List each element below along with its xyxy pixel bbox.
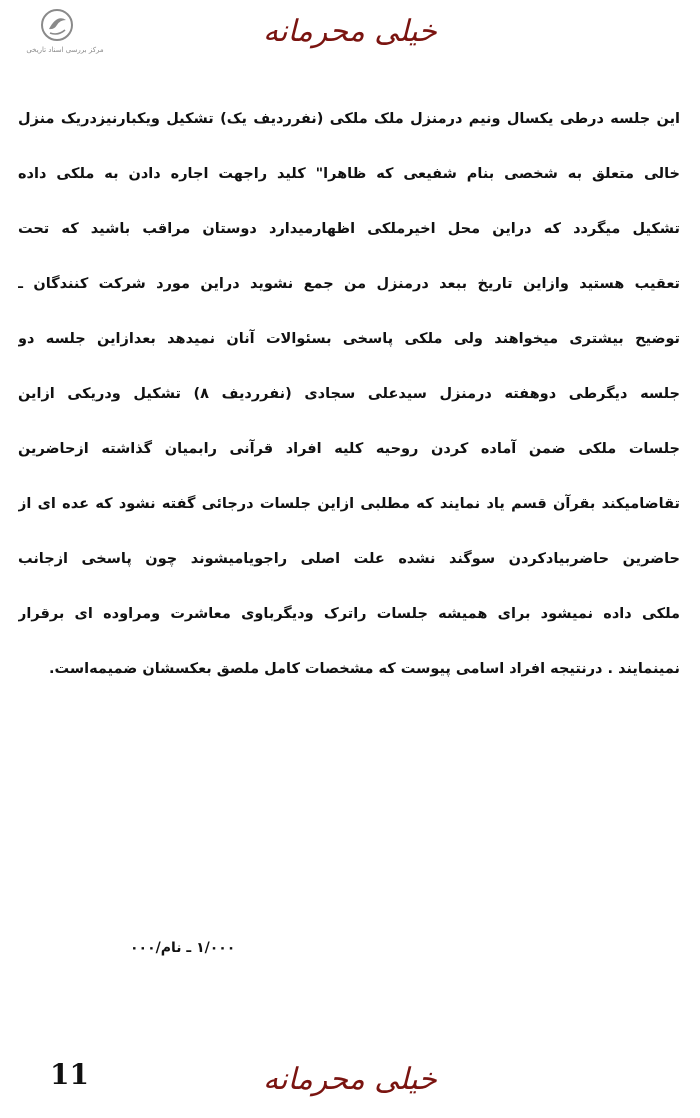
body-line: جلسات ملکی ضمن آماده کردن روحیه کلیه افراد قرآنی رابمیان گذاشته ازحاضرین	[18, 441, 680, 457]
document-body	[18, 92, 680, 697]
classification-stamp-top: خیلی محرمانه	[263, 14, 437, 49]
body-line: خالی متعلق به شخصی بنام شفیعی که ظاهرا" کلید راجهت اجاره دادن به ملکی داده	[18, 166, 680, 182]
page-number: 11	[50, 1058, 89, 1091]
body-line: این جلسه درطی یکسال ونیم درمنزل ملک ملکی (نفرردیف یک) تشکیل ویکبارنیزدریک منزل	[18, 111, 680, 127]
body-line: جلسه دیگرطی دوهفته درمنزل سیدعلی سجادی (نفرردیف ۸) تشکیل ودریکی ازاین	[18, 386, 680, 402]
archive-logo-text: مرکز بررسی اسناد تاریخی	[26, 46, 104, 54]
body-line: توضیح بیشتری میخواهند ولی ملکی پاسخی بسئوالات آنان نمیدهد بعدازاین جلسه دو	[18, 331, 680, 347]
body-line: تشکیل میگردد که دراین محل اخیرملکی اظهارمیدارد دوستان مراقب باشید که تحت	[18, 221, 680, 237]
body-line: تقاضامیکند بقرآن قسم یاد نمایند که مطلبی ازاین جلسات درجائی گفته نشود که عده ای از	[18, 496, 680, 512]
classification-stamp-bottom: خیلی محرمانه	[263, 1062, 437, 1097]
body-line: ملکی داده نمیشود برای همیشه جلسات راترک ودیگرباوی معاشرت ومراوده ای برقرار	[18, 606, 680, 622]
body-line: تعقیب هستید وازاین تاریخ ببعد درمنزل من جمع نشوید دراین مورد شرکت کنندگان ـ	[18, 276, 680, 292]
body-line: نمینمایند . درنتیجه افراد اسامی پیوست که مشخصات کامل ملصق بعکسشان ضمیمه‌است.	[49, 661, 680, 677]
body-line: حاضرین حاضربیادکردن سوگند نشده علت اصلی راجویامیشوند چون پاسخی ازجانب	[18, 551, 680, 567]
reference-number: ۱/۰۰۰ ـ نام/۰۰۰	[130, 940, 236, 956]
